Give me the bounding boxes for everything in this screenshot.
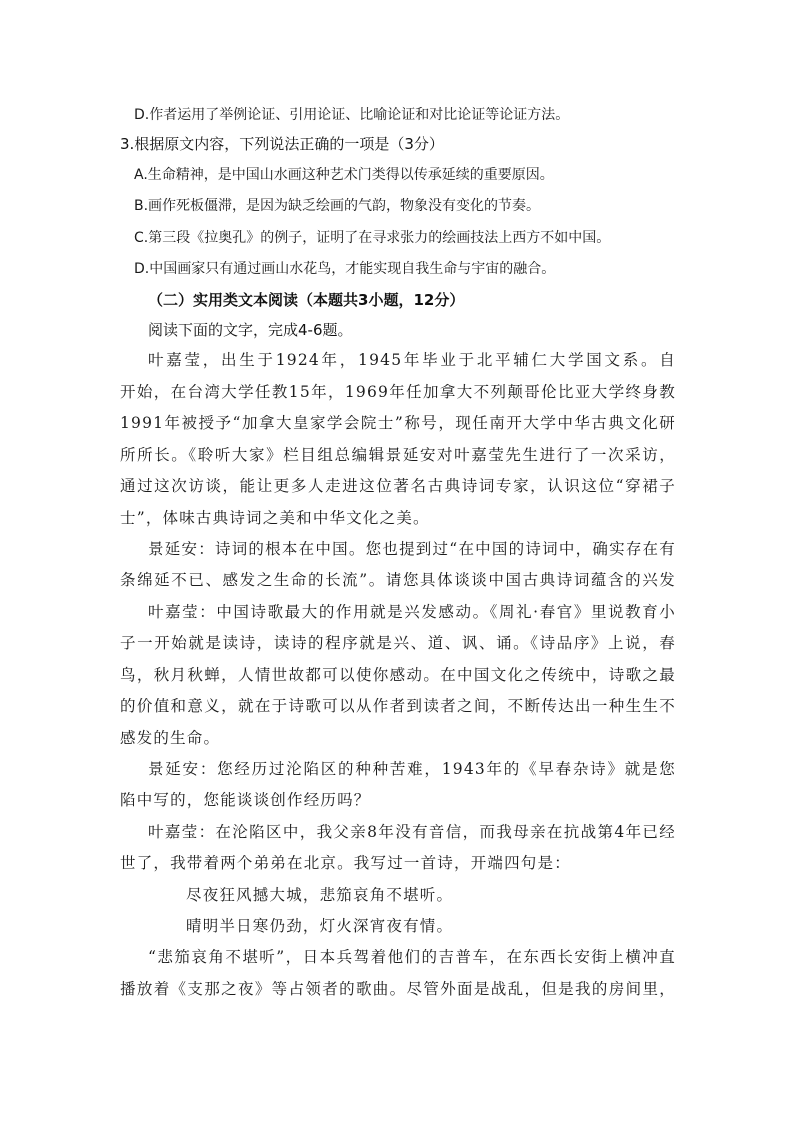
section-2-heading: （二）实用类文本阅读（本题共3小题，12分） (148, 291, 465, 309)
intro-line-3: 1991年被授予“加拿大皇家学会院士”称号，现任南开大学中华古典文化研 (120, 414, 676, 432)
question-2-line-2: 陷中写的，您能谈谈创作经历吗？ (120, 791, 371, 809)
question-3-option-b: B.画作死板僵滞，是因为缺乏绘画的气韵，物象没有变化的节奏。 (134, 198, 541, 214)
answer-1-line-5: 感发的生命。 (120, 729, 221, 747)
answer-1-line-4: 的价值和意义，就在于诗歌可以从作者到读者之间，不断传达出一种生生不 (120, 697, 676, 715)
question-2-line-1: 景延安：您经历过沦陷区的种种苦难，1943年的《早春杂诗》就是您 (148, 760, 676, 778)
poem-line-1: 尽夜狂风撼大城，悲笳哀角不堪听。 (186, 886, 454, 904)
question-3-option-d: D.中国画家只有通过画山水花鸟，才能实现自我生命与宇宙的融合。 (134, 261, 556, 277)
answer-2-line-1: 叶嘉莹：在沦陷区中，我父亲8年没有音信，而我母亲在抗战第4年已经 (148, 823, 676, 841)
intro-line-5: 通过这次访谈，能让更多人走进这位著名古典诗词专家，认识这位“穿裙子 (120, 477, 676, 495)
answer-1-line-1: 叶嘉莹：中国诗歌最大的作用就是兴发感动。《周礼·春官》里说教育小 (148, 603, 676, 621)
poem-line-2: 晴明半日寒仍劲，灯火深宵夜有情。 (186, 917, 454, 935)
question-1-line-2: 条绵延不已、感发之生命的长流”。请您具体谈谈中国古典诗词蕴含的兴发 (120, 571, 676, 589)
section-2-instruction: 阅读下面的文字，完成4-6题。 (148, 321, 353, 339)
answer-2-line-2: 世了，我带着两个弟弟在北京。我写过一首诗，开端四句是： (120, 854, 571, 872)
intro-line-1: 叶嘉莹，出生于1924年，1945年毕业于北平辅仁大学国文系。自 (148, 351, 676, 369)
answer-1-line-3: 鸟，秋月秋蝉，人情世故都可以使你感动。在中国文化之传统中，诗歌之最 (120, 666, 676, 684)
tail-line-2: 播放着《支那之夜》等占领者的歌曲。尽管外面是战乱，但是我的房间里， (120, 980, 676, 998)
option-d-previous-question: D.作者运用了举例论证、引用论证、比喻论证和对比论证等论证方法。 (134, 107, 570, 123)
question-3-option-c: C.第三段《拉奥孔》的例子，证明了在寻求张力的绘画技法上西方不如中国。 (134, 230, 611, 246)
tail-line-1: “悲笳哀角不堪听”，日本兵驾着他们的吉普车，在东西长安街上横冲直 (148, 948, 676, 966)
intro-line-2: 开始，在台湾大学任教15年，1969年任加拿大不列颠哥伦比亚大学终身教 (120, 383, 676, 401)
question-3-option-a: A.生命精神，是中国山水画这种艺术门类得以传承延续的重要原因。 (134, 167, 554, 183)
intro-line-6: 士”，体味古典诗词之美和中华文化之美。 (120, 509, 430, 527)
question-3-stem: 3.根据原文内容，下列说法正确的一项是（3分） (120, 135, 444, 153)
answer-1-line-2: 子一开始就是读诗，读诗的程序就是兴、道、讽、诵。《诗品序》上说，春 (120, 634, 676, 652)
question-1-line-1: 景延安：诗词的根本在中国。您也提到过“在中国的诗词中，确实存在有 (148, 540, 676, 558)
intro-line-4: 所所长。《聆听大家》栏目组总编辑景延安对叶嘉莹先生进行了一次采访， (120, 446, 676, 464)
